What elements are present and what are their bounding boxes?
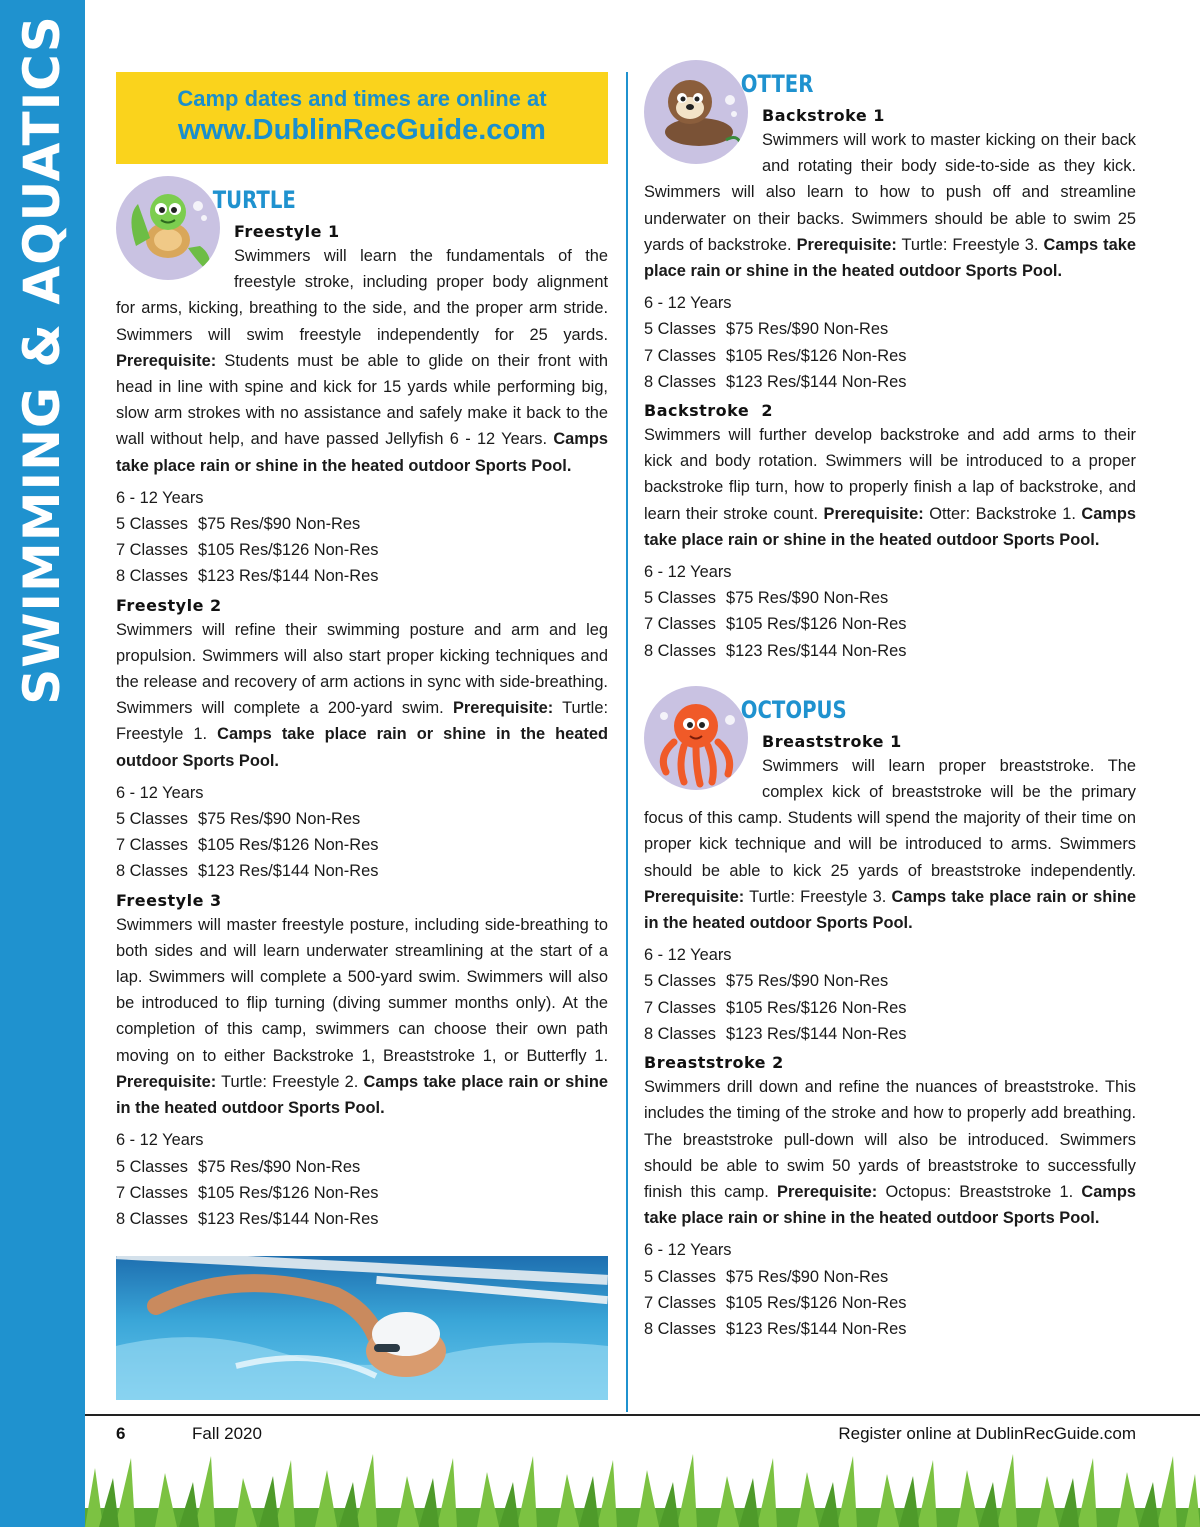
price-row: 5 Classes $75 Res/$90 Non-Res — [644, 320, 889, 339]
right-column — [644, 60, 1136, 1348]
price-list — [644, 942, 1136, 1047]
age-range: 6 - 12 Years — [116, 783, 204, 802]
price-row: 7 Classes $105 Res/$126 Non-Res — [644, 615, 907, 634]
course-breaststroke-2 — [644, 1053, 1136, 1342]
price-row: 8 Classes $123 Res/$144 Non-Res — [644, 372, 907, 391]
course-title: Backstroke 2 — [644, 401, 774, 421]
otter-section — [644, 60, 1136, 664]
price-row: 5 Classes $75 Res/$90 Non-Res — [116, 515, 361, 534]
sidebar-title: SWIMMING & AQUATICS — [13, 15, 71, 705]
price-row: 8 Classes $123 Res/$144 Non-Res — [116, 862, 379, 881]
course-title: Freestyle 3 — [116, 890, 222, 910]
price-row: 8 Classes $123 Res/$144 Non-Res — [644, 1319, 907, 1338]
camp-dates-banner — [116, 72, 608, 164]
price-row: 7 Classes $105 Res/$126 Non-Res — [644, 1293, 907, 1312]
course-description: Swimmers will work to master kicking on their back and rotating their body side-to-side as they kick. Swimmers will also learn to how to push off and streamline underwater on their backs. Swimmers should be able to swim 25 yards of backstroke. Prerequisite: Turtle: Freestyle 3. Camps take place rain or shine in the heated outdoor Sports Pool. — [644, 131, 1136, 281]
octopus-section — [644, 686, 1136, 1342]
sidebar — [0, 0, 85, 1527]
course-title: Freestyle 1 — [234, 222, 340, 241]
course-description: Swimmers drill down and refine the nuances of breaststroke. This includes the timing of the stroke and how to properly add breathing. The breaststroke pull-down will also be introduced. Swimmers should be able to swim 50 yards of breaststroke to successfully finish this camp. Prerequisite: Octopus: Breaststroke 1. Camps take place rain or shine in the heated outdoor Sports Pool. — [644, 1078, 1137, 1228]
price-list — [644, 559, 1136, 664]
course-freestyle-3 — [116, 891, 608, 1232]
price-row: 7 Classes $105 Res/$126 Non-Res — [644, 998, 907, 1017]
course-backstroke-2 — [644, 401, 1136, 664]
turtle-heading: TURTLE — [212, 186, 296, 214]
price-row: 8 Classes $123 Res/$144 Non-Res — [644, 641, 907, 660]
age-range: 6 - 12 Years — [116, 1131, 204, 1150]
price-row: 7 Classes $105 Res/$126 Non-Res — [116, 541, 379, 560]
octopus-heading: OCTOPUS — [740, 695, 847, 724]
course-description: Swimmers will refine their swimming posture and arm and leg propulsion. Swimmers will also start proper kicking techniques and the release and recovery of arm actions in sync with side-breathing. Swimmers will complete a 200-yard swim. Prerequisite: Turtle: Freestyle 1. Camps take place rain or shine in the heated outdoor Sports Pool. — [116, 620, 608, 770]
age-range: 6 - 12 Years — [644, 1241, 732, 1260]
price-row: 5 Classes $75 Res/$90 Non-Res — [644, 972, 889, 991]
price-row: 8 Classes $123 Res/$144 Non-Res — [644, 1024, 907, 1043]
price-row: 5 Classes $75 Res/$90 Non-Res — [644, 589, 889, 608]
age-range: 6 - 12 Years — [644, 563, 732, 582]
age-range: 6 - 12 Years — [116, 488, 204, 507]
turtle-section — [116, 176, 608, 1238]
price-row: 8 Classes $123 Res/$144 Non-Res — [116, 567, 379, 586]
price-row: 8 Classes $123 Res/$144 Non-Res — [116, 1209, 379, 1228]
course-description: Swimmers will learn proper breaststroke. The complex kick of breaststroke will be the primary focus of this camp. Students will spend the majority of their time on proper kick technique and will be introduced to arms. Swimmers should be able to kick 25 yards of breaststroke independently. Prerequisite: Turtle: Freestyle 3. Camps take place rain or shine in the heated outdoor Sports Pool. — [644, 756, 1136, 933]
course-description: Swimmers will further develop backstroke and add arms to their kick and body rotation. Swimmers will be introduced to a proper backstroke flip turn, how to properly finish a lap of backstroke, and learn their stroke count. Prerequisite: Otter: Backstroke 1. Camps take place rain or shine in the heated outdoor Sports Pool. — [644, 426, 1137, 549]
price-row: 5 Classes $75 Res/$90 Non-Res — [116, 810, 361, 829]
course-title: Backstroke 1 — [762, 106, 885, 125]
age-range: 6 - 12 Years — [644, 946, 732, 965]
page-number: 6 — [116, 1424, 126, 1443]
banner-url-link[interactable]: www.DublinRecGuide.com — [178, 114, 546, 146]
price-row: 5 Classes $75 Res/$90 Non-Res — [116, 1157, 361, 1176]
price-list — [116, 1127, 608, 1232]
grass-decoration — [85, 1448, 1200, 1527]
course-freestyle-1 — [116, 222, 608, 590]
course-description: Swimmers will master freestyle posture, including side-breathing to both sides and will learn underwater streamlining at the start of a lap. Swimmers will complete a 500-yard swim. Swimmers will also be introduced to flip turning (diving summer months only). At the completion of this camp, swimmers can choose their own path moving on to either Backstroke 1, Breaststroke 1, or Butterfly 1. Prerequisite: Turtle: Freestyle 2. Camps take place rain or shine in the heated outdoor Sports Pool. — [116, 915, 608, 1118]
banner-line1: Camp dates and times are online at — [177, 86, 547, 111]
footer-rule — [85, 1414, 1200, 1416]
price-list — [116, 485, 608, 590]
price-row: 7 Classes $105 Res/$126 Non-Res — [116, 1183, 379, 1202]
course-title: Breaststroke 1 — [762, 731, 902, 751]
price-list — [644, 1237, 1136, 1342]
course-title: Freestyle 2 — [116, 595, 222, 615]
price-list — [644, 290, 1136, 395]
footer-register-link[interactable]: Register online at DublinRecGuide.com — [838, 1424, 1136, 1443]
price-list — [116, 780, 608, 885]
otter-heading: OTTER — [740, 70, 814, 98]
column-divider — [626, 72, 628, 1412]
age-range: 6 - 12 Years — [644, 294, 732, 313]
footer-season: Fall 2020 — [192, 1424, 262, 1443]
course-title: Breaststroke 2 — [644, 1053, 784, 1073]
price-row: 5 Classes $75 Res/$90 Non-Res — [644, 1267, 889, 1286]
course-freestyle-2 — [116, 596, 608, 885]
swimmer-photo — [116, 1256, 608, 1400]
course-description: Swimmers will learn the fundamentals of the freestyle stroke, including proper body alignment for arms, kicking, breathing to the side, and the proper arm stride. Swimmers will swim freestyle independently for 25 yards. Prerequisite: Students must be able to glide on their front with head in line with spine and kick for 15 yards while performing big, slow arm strokes with no assistance and safely make it back to the wall without help, and have passed Jellyfish 6 - 12 Years. Camps take place rain or shine in the heated outdoor Sports Pool. — [116, 247, 608, 475]
price-row: 7 Classes $105 Res/$126 Non-Res — [116, 836, 379, 855]
price-row: 7 Classes $105 Res/$126 Non-Res — [644, 346, 907, 365]
